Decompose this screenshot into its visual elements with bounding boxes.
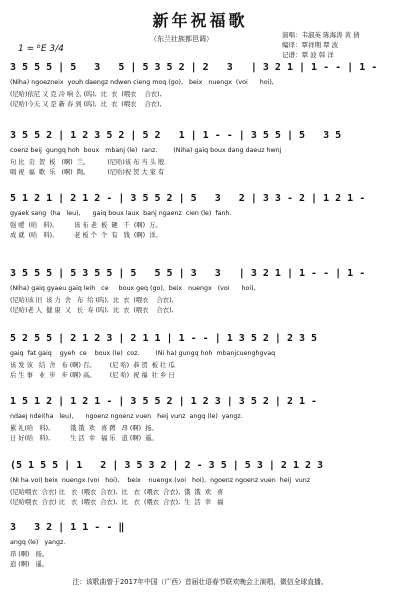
lyric-verse-1: (尼哈)该 旧 该 力 舍 布 给 (呜), 比 衣 (喂衣 合衣), (10, 297, 174, 304)
lyric-zhuang: (Ni ha voi) beix nuengx (voi hoi), beix nuengx (voi hoi), ngoenz ngoenz vuen heij vunz (10, 477, 311, 484)
lyric-verse-2: 逍 (啊) 遥。 (10, 561, 49, 568)
lyric-zhuang: gyaek sang (ha leu), gaiq boux laux banj ngaenz cien (le) fanh. (10, 210, 232, 217)
lyric-verse-1: 该 发 该 结 舍 布 (啊) 召。 (尼 哈) 恭 贺 板 壮 瓜 (10, 362, 175, 369)
song-subtitle: （东兰壮族都邑调） (150, 35, 213, 43)
lyric-zhuang: coenz beij gungq hoh boux mbanj (le) ranz. (Niha) gaiq boux dang daeuz hwnj (10, 147, 282, 154)
lyric-verse-2: 日 好(哈 料), 生 活 幸 福 乐 逍 (啊) 遥。 (10, 435, 158, 442)
notation-line: 3 5 5 2 | 1 2 3 5 2 | 5 2 1 | 1 - - | 3 5 5 | 5 3 5 (10, 130, 342, 141)
lyric-verse-1: 累 礼(哈 料), 饿 饿 欢 喜 蹲 昂 (啊) 扬。 (10, 425, 158, 432)
notation-line: (5 1 5 5 | 1 2 | 3 5 3 2 | 2 - 3 5 | 5 3 | 2 1 2 3 (10, 460, 324, 471)
notation-line: 3 3 2 | 1 1 - - ‖ (10, 522, 125, 533)
lyric-verse-2: (尼哈)老 人 健 康 又 长 寿 (呜), 比 衣 (喂衣 合衣), (10, 307, 174, 314)
lyric-verse-2: (尼哈喂衣 合衣) 比 衣 (喂衣 合衣), 比 衣 (喂衣 合衣), 生 活 幸 福 (10, 499, 224, 506)
lyric-verse-1: 强 嗳 (哈 料), 该 布 老 板 硬 千 (啊) 万。 (10, 222, 162, 229)
lyric-verse-1: 句 比 贡 贺 板 (啊) 兰。 (尼哈)该 布 当 头 殷 (10, 159, 165, 166)
lyric-verse-2: 后 生 事 业 步 步 (啊) 高。 (尼 哈) 祝 福 壮 乡 日 (10, 372, 175, 379)
key-signature: 1 = ᵇE 3/4 (18, 44, 64, 54)
lyric-verse-2: (尼哈)今天 又 是 新 春 到 (呜), 比 衣 (喂衣 合衣), (10, 101, 162, 108)
lyric-zhuang: (Niha) ngoezneix youh daengz ndwen cieng moq (go), beix nuengx (voi hoi), (10, 79, 274, 86)
notation-line: 3 5 5 5 | 5 3 5 5 | 5 5 5 | 3 3 | 3 2 1 | 1 - - | 1 - (10, 268, 366, 279)
lyric-zhuang: gaiq fat gaiq gyeh ce boux (le) coz. (Ni ha) gungq hoh mbanjcuenghgvaq (10, 350, 276, 357)
lyric-verse-2: 唱 祝 福 歌 乐 (啊) 陶。 (尼哈)祝 贺 大 家 有 (10, 169, 165, 176)
lyric-zhuang: angq (le) yangz. (10, 539, 66, 546)
notation-line: 1 5 1 2 | 1 2 1 - | 3 5 5 2 | 1 2 3 | 3 5 2 | 2 1 - (10, 396, 318, 407)
notation-line: 5 2 5 5 | 2 1 2 3 | 2 1 1 | 1 - - | 1 3 5 2 | 2 3 5 (10, 333, 318, 344)
credits-block (282, 30, 360, 60)
notation-line: 5 1 2 1 | 2 1 2 - | 3 5 5 2 | 5 3 2 | 3 3 - 2 | 1 2 1 - (10, 193, 366, 204)
lyric-verse-1: (尼哈)依尼 又 克 冷 响 么 (呜), 比 衣 (喂衣 合衣), (10, 91, 162, 98)
lyric-zhuang: ndaej ndei(ha leu), ngoenz ngoenz vuen heij vunz angq (le) yangz. (10, 413, 243, 420)
lyric-verse-1: 昂 (啊) 扬。 (10, 551, 49, 558)
credit-arrangers: 编译：覃祥期 覃 波 (282, 41, 339, 49)
song-title: 新年祝福歌 (152, 11, 248, 30)
notation-line: 3 5 5 5 | 5 3 5 | 5 3 5 2 | 2 3 | 3 2 1 | 1 - - | 1 - (10, 62, 378, 73)
credit-singers: 演唱：韦淑英 陈海涛 黄 倩 (282, 31, 360, 39)
footnote: 注：该歌曲曾于2017年中国（广西）首届壮语春节联欢晚会上演唱，微信全球直播。 (72, 578, 328, 586)
lyric-verse-2: 成 就 (哈 料), 老 板 个 个 有 钱 (啊) 洋。 (10, 232, 162, 239)
lyric-zhuang: (Niha) gaiq gyaeu gaiq leih ce boux geq (go), beix nuengx (voi hoi), (10, 285, 256, 292)
lyric-verse-1: (尼哈喂衣 合衣) 比 衣 (喂衣 合衣), 比 衣 (喂衣 合衣), 饿 饿 欢 喜 (10, 489, 224, 496)
credit-notation: 记谱：覃 波 韩 洋 (282, 51, 334, 59)
